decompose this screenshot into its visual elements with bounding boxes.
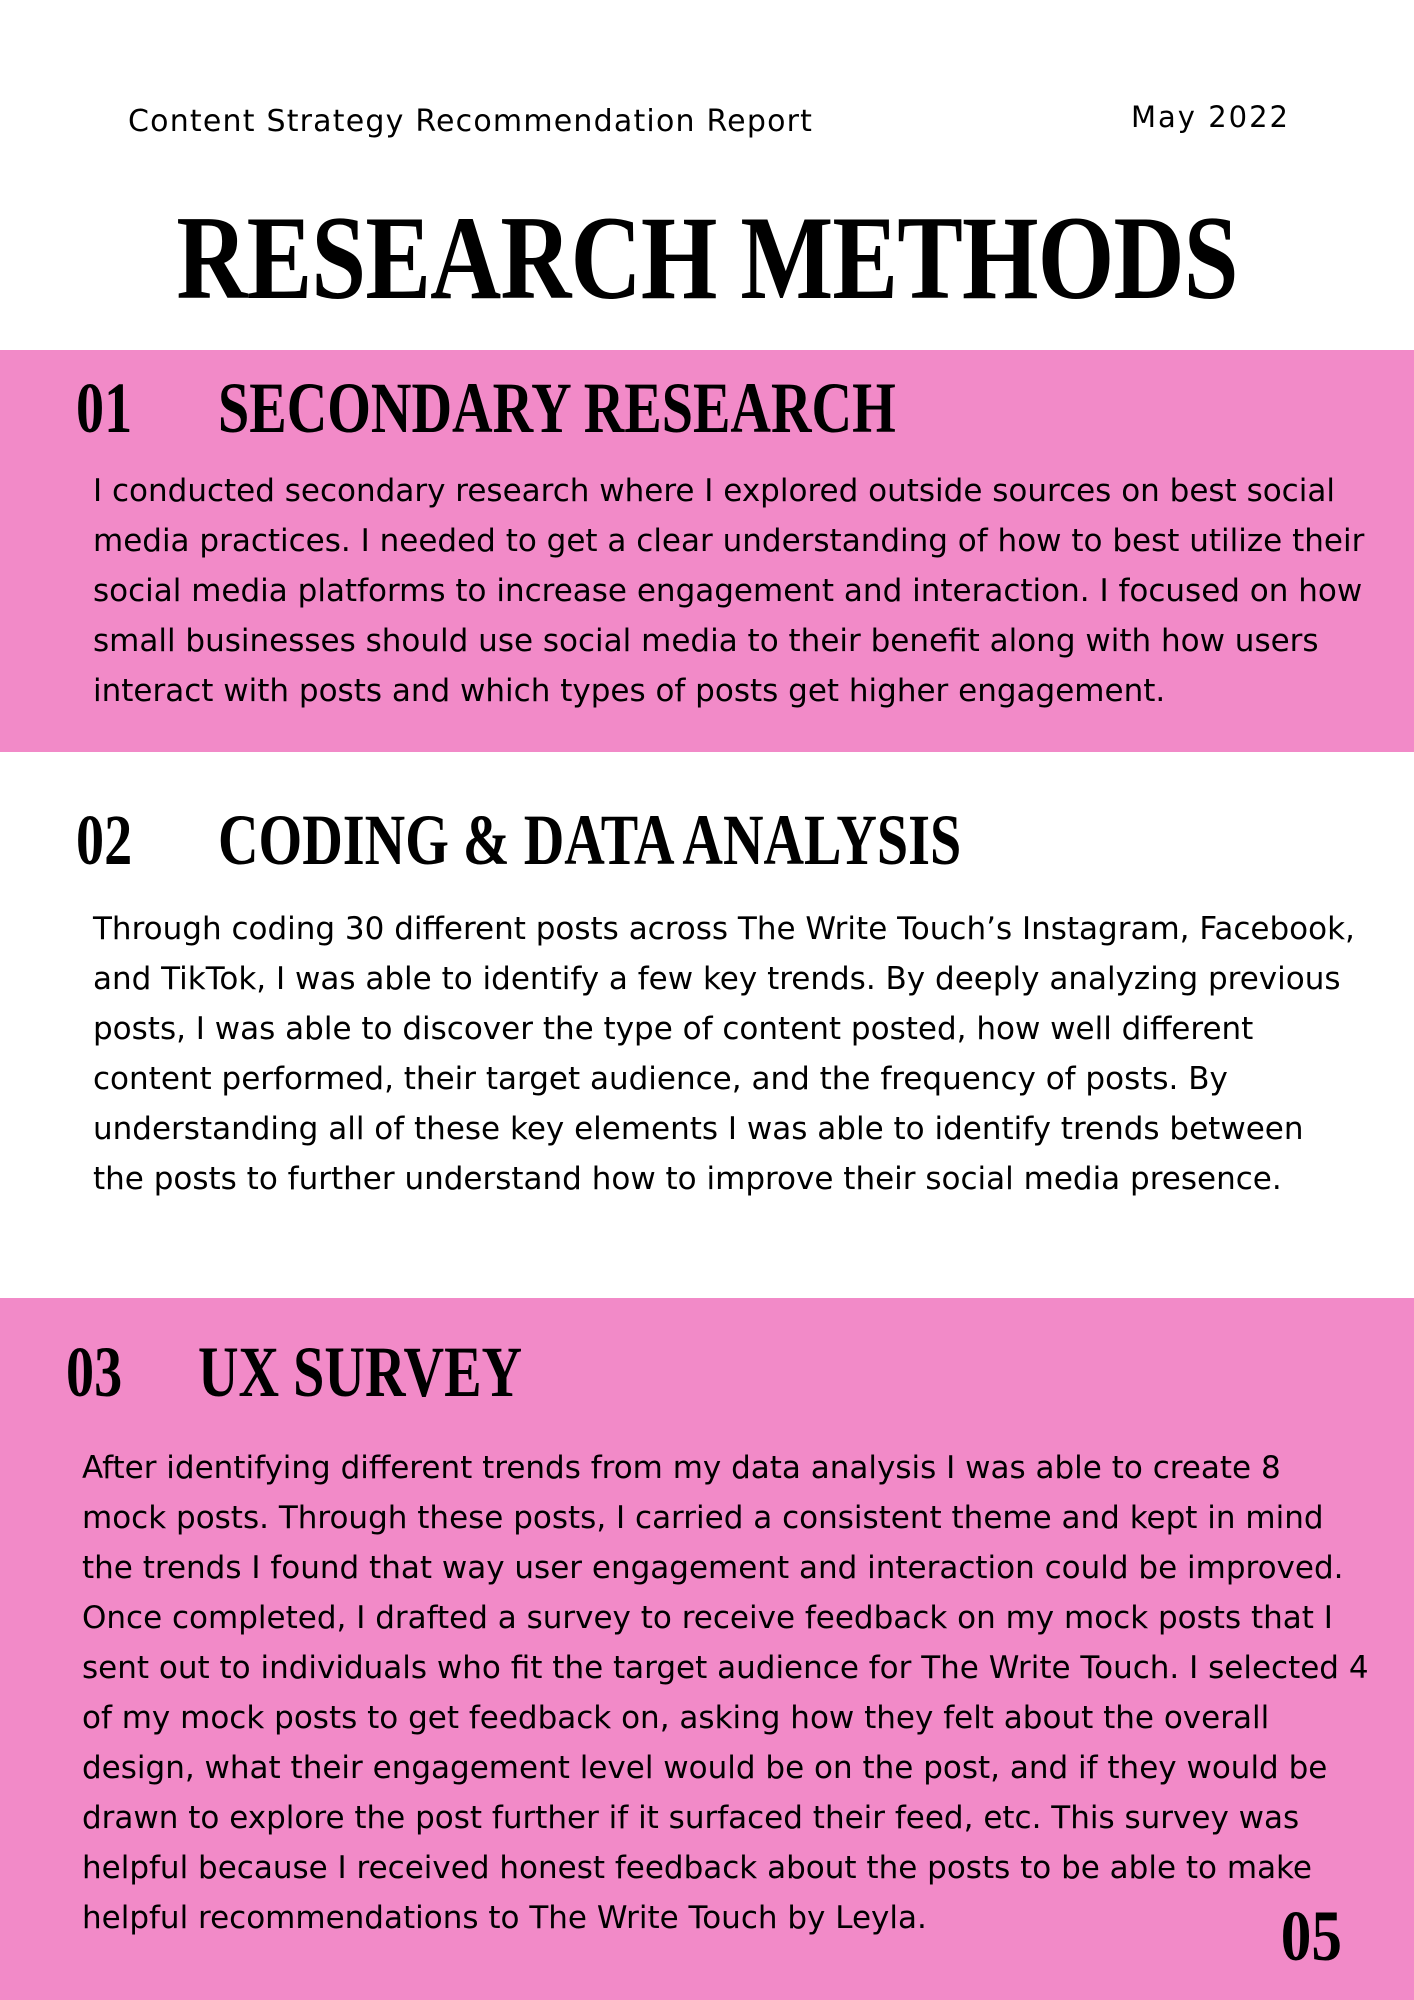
page-title: RESEARCH METHODS [176,191,1238,324]
section-title-ux-survey: UX SURVEY [198,1332,523,1412]
section-body-coding-data-analysis: Through coding 30 different posts across The Write Touch’s Instagram, Facebook, and TikTok, I was able to identify a few key trends. By deeply analyzing previous posts, I was able to discover the type of content posted, how well different content performed, their target audience, and the frequency of posts. By understanding all of these key elements I was able to identify trends between the posts to further understand how to improve their social media presence. [93,911,1355,1197]
section-body-secondary-research: I conducted secondary research where I explored outside sources on best social media practices. I needed to get a clear understanding of how to best utilize their social media platforms to increase engagement and interaction. I focused on how small businesses should use social media to their benefit along with how users interact with posts and which types of posts get higher engagement. [93,473,1365,709]
page-number: 05 [1280,1896,1342,1976]
section-number-02: 02 [76,800,133,880]
section-number-03: 03 [66,1332,123,1412]
report-header-title: Content Strategy Recommendation Report [128,104,814,139]
section-title-secondary-research: SECONDARY RESEARCH [218,368,896,448]
section-title-coding-data-analysis: CODING & DATA ANALYSIS [218,800,962,880]
section-number-01: 01 [76,368,133,448]
section-body-ux-survey: After identifying different trends from my data analysis I was able to create 8 mock posts. Through these posts, I carried a consistent theme and kept in mind the trends I found that way user engagement and interaction could be improved. Once completed, I drafted a survey to receive feedback on my mock posts that I sent out to individuals who fit the target audience for The Write Touch. I selected 4 of my mock posts to get feedback on, asking how they felt about the overall design, what their engagement level would be on the post, and if they would be drawn to explore the post further if it surfaced their feed, etc. This survey was helpful because I received honest feedback about the posts to be able to make helpful recommendations to The Write Touch by Leyla. [82,1450,1369,1936]
report-date: May 2022 [1131,100,1290,134]
